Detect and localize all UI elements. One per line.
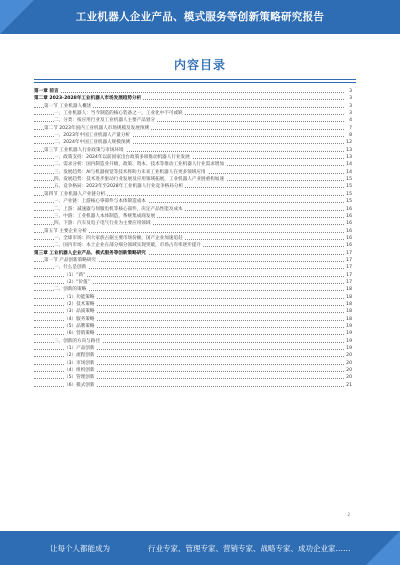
toc-entry[interactable] <box>34 279 352 286</box>
toc-entry-text: 二、2024年中国工业机器人规模预测 <box>54 140 131 146</box>
toc-entry-text: 二、上游：减速器与伺服电机等核心部件，决定产品性能及成本 <box>54 206 183 212</box>
toc-entry[interactable] <box>34 103 352 110</box>
toc-entry-text: （6）模式创新 <box>64 382 95 388</box>
table-of-contents <box>34 88 352 389</box>
toc-entry-page: 13 <box>346 147 352 153</box>
toc-entry-text: （1）产品创新 <box>64 346 95 352</box>
toc-entry-text: （4）组织创新 <box>64 368 95 374</box>
toc-entry-page: 15 <box>346 177 352 183</box>
toc-entry-text: 二、分类：按应用行业及工业机器人主要产品划分 <box>54 118 156 124</box>
report-header-banner <box>0 0 400 34</box>
toc-entry[interactable] <box>34 191 352 198</box>
toc-entry-text: 一、全球市场：四大家族占据主要市场份额，国产企业加速追赶 <box>54 235 183 241</box>
toc-entry[interactable] <box>34 338 352 345</box>
toc-entry[interactable] <box>34 147 352 154</box>
toc-entry[interactable] <box>34 125 352 132</box>
toc-entry[interactable] <box>34 235 352 242</box>
toc-entry-page: 20 <box>346 375 352 381</box>
toc-entry-text: （3）品质策略 <box>64 309 95 315</box>
page-number: 2 <box>347 512 350 517</box>
toc-entry-text: 二、创新的策略 <box>54 287 87 293</box>
toc-entry[interactable] <box>34 308 352 315</box>
toc-entry-page: 16 <box>346 213 352 219</box>
toc-entry-page: 16 <box>346 221 352 227</box>
toc-entry[interactable] <box>34 374 352 381</box>
toc-entry-text: 第二章 2023-2028年工业机器人市场发展趋势分析 <box>34 96 142 102</box>
toc-entry-text: 第四节 工业机器人产业链分析 <box>44 191 106 197</box>
toc-entry-text: （2）流程创新 <box>64 353 95 359</box>
toc-entry-page: 16 <box>346 243 352 249</box>
toc-entry-page: 12 <box>346 140 352 146</box>
toc-entry-page: 7 <box>349 125 352 131</box>
toc-entry-text: （2）“价值” <box>64 279 91 285</box>
toc-entry[interactable] <box>34 169 352 176</box>
toc-entry-text: （6）营销策略 <box>64 331 95 337</box>
toc-entry-text: 第一节 产品创新策略研究 <box>44 257 96 263</box>
toc-entry-text: 一、什么是创新 <box>54 265 87 271</box>
toc-entry-text: 二、需求分析：国内制造业升级，政策、资本、技术等推动工业机器人行业需求增加 <box>54 162 224 168</box>
footer-experts: 行业专家、管理专家、营销专家、战略专家、成功企业家…… <box>148 544 351 553</box>
toc-entry-page: 19 <box>346 346 352 352</box>
toc-entry-page: 13 <box>346 155 352 161</box>
toc-entry[interactable] <box>34 154 352 161</box>
toc-entry[interactable] <box>34 95 352 102</box>
toc-entry[interactable] <box>34 367 352 374</box>
toc-entry-page: 3 <box>349 111 352 117</box>
toc-entry-text: （1）功能策略 <box>64 294 95 300</box>
report-title: 工业机器人企业产品、模式服务等创新策略研究报告 <box>75 11 325 23</box>
toc-entry-page: 16 <box>346 235 352 241</box>
toc-entry-page: 17 <box>346 265 352 271</box>
toc-entry-page: 19 <box>346 338 352 344</box>
toc-entry[interactable] <box>34 294 352 301</box>
toc-entry[interactable] <box>34 206 352 213</box>
toc-entry[interactable] <box>34 330 352 337</box>
toc-entry-text: 一、政策支持：2024年以前国家出台政策多项推动机器人行业发展 <box>54 155 190 161</box>
toc-entry-text: 二、国内市场：本土企业在部分细分领域实现突破，市场占有率逐步提升 <box>54 243 202 249</box>
toc-entry-text: 五、竞争格局：2023年至2028年工业机器人行业竞争格局分析 <box>54 184 184 190</box>
toc-entry-page: 18 <box>346 287 352 293</box>
toc-entry-page: 17 <box>346 250 352 256</box>
report-footer-banner <box>0 531 400 565</box>
toc-entry-text: 第二节 2023年国内工业机器人市场规模及发展预测 <box>44 125 150 131</box>
toc-heading-rule-bottom <box>34 82 356 83</box>
toc-entry[interactable] <box>34 250 352 257</box>
toc-entry[interactable] <box>34 213 352 220</box>
toc-entry[interactable] <box>34 198 352 205</box>
toc-entry-page: 20 <box>346 368 352 374</box>
toc-entry-page: 18 <box>346 309 352 315</box>
toc-entry-page: 15 <box>346 191 352 197</box>
toc-entry-text: 三、发展趋势：AI与机器视觉等技术将助力未来工业机器人在更多领域应用 <box>54 169 206 175</box>
toc-entry-text: （2）技术策略 <box>64 301 95 307</box>
toc-entry[interactable] <box>34 139 352 146</box>
toc-entry-text: （5）品牌策略 <box>64 324 95 329</box>
footer-slogan: 让每个人都能成为 <box>50 544 110 553</box>
toc-entry[interactable] <box>34 272 352 279</box>
toc-entry-page: 20 <box>346 360 352 366</box>
toc-entry-page: 15 <box>346 199 352 205</box>
toc-leader-dots <box>34 92 344 93</box>
toc-entry-text: 一、2023年中国工业机器人产量分析 <box>54 133 131 139</box>
toc-entry-page: 17 <box>346 272 352 278</box>
toc-entry-page: 3 <box>349 103 352 109</box>
toc-entry-text: 第三章 工业机器人企业产品、模式服务等创新策略研究 <box>34 250 146 256</box>
toc-entry-page: 18 <box>346 316 352 322</box>
toc-entry[interactable] <box>34 352 352 359</box>
toc-entry-text: 四、下游：汽车及电子电气行业为主要应用领域 <box>54 221 151 227</box>
toc-entry[interactable] <box>34 286 352 293</box>
toc-entry-page: 8 <box>349 133 352 139</box>
toc-entry-text: （3）市场创新 <box>64 360 95 366</box>
toc-entry[interactable] <box>34 88 352 95</box>
toc-entry-page: 19 <box>346 324 352 329</box>
toc-entry-page: 18 <box>346 301 352 307</box>
toc-entry-page: 18 <box>346 294 352 300</box>
toc-entry-text: 三、中游：工业机器人本体制造，系统集成商发展 <box>54 213 156 219</box>
toc-entry[interactable] <box>34 301 352 308</box>
toc-entry-text: （5）管理创新 <box>64 375 95 381</box>
toc-entry[interactable] <box>34 117 352 124</box>
toc-entry[interactable] <box>34 345 352 352</box>
toc-entry[interactable] <box>34 323 352 330</box>
toc-entry-page: 19 <box>346 331 352 337</box>
toc-entry[interactable] <box>34 360 352 367</box>
toc-heading: 内容目录 <box>173 58 226 72</box>
toc-entry-page: 17 <box>346 279 352 285</box>
toc-entry[interactable] <box>34 382 352 389</box>
toc-entry-page: 15 <box>346 184 352 190</box>
toc-entry-page: 16 <box>346 228 352 234</box>
toc-entry[interactable] <box>34 183 352 190</box>
toc-entry-page: 4 <box>349 118 352 124</box>
toc-entry-text: 一、工业机器人：当今制造的核心装备之一，工业化中不可或缺 <box>54 111 183 117</box>
toc-entry[interactable] <box>34 132 352 139</box>
toc-entry-text: 四、发展趋势：技术进步驱动行业发展及应用领域拓展，工业机器人产业链重构加速 <box>54 177 224 183</box>
toc-entry[interactable] <box>34 161 352 168</box>
toc-entry-text: 一、产业链：上游核心零部件与本体制造成本 <box>54 199 146 205</box>
toc-entry[interactable] <box>34 228 352 235</box>
toc-entry[interactable] <box>34 257 352 264</box>
toc-entry-text: 第五节 主要企业分析 <box>44 228 87 234</box>
footer-decoration <box>366 531 400 565</box>
toc-entry-page: 17 <box>346 257 352 263</box>
toc-entry[interactable] <box>34 110 352 117</box>
toc-entry-page: 3 <box>349 89 352 94</box>
toc-entry-text: （1）“新” <box>64 272 86 278</box>
toc-entry[interactable] <box>34 176 352 183</box>
toc-entry[interactable] <box>34 316 352 323</box>
toc-entry-page: 20 <box>346 353 352 359</box>
toc-entry-page: 3 <box>349 96 352 102</box>
toc-entry-page: 21 <box>346 382 352 388</box>
toc-entry-text: 第三节 工业机器人行业政策与市场环境 <box>44 147 124 153</box>
toc-entry-page: 16 <box>346 206 352 212</box>
toc-entry-page: 14 <box>346 169 352 175</box>
toc-entry[interactable] <box>34 264 352 271</box>
toc-entry-page: 14 <box>346 162 352 168</box>
toc-entry-text: 三、创新的方向与路径 <box>54 338 100 344</box>
toc-heading-rule-top <box>34 79 356 80</box>
toc-entry[interactable] <box>34 220 352 227</box>
toc-entry[interactable] <box>34 242 352 249</box>
toc-entry-text: （4）服务策略 <box>64 316 95 322</box>
toc-entry-text: 第一章 前言 <box>34 89 59 94</box>
toc-entry-text: 第一节 工业机器人概述 <box>44 103 92 109</box>
